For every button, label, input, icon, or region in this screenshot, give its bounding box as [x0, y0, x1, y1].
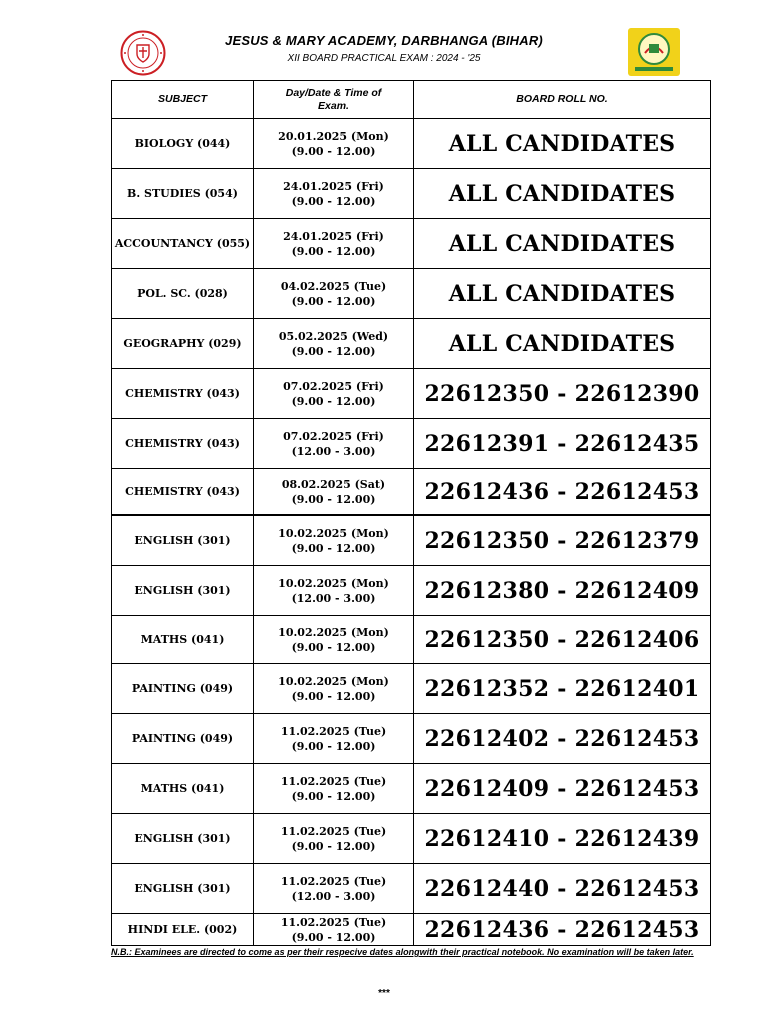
roll-number-cell: ALL CANDIDATES [414, 169, 711, 219]
date-text: 11.02.2025 (Tue) [280, 824, 387, 838]
time-text: (9.00 - 12.00) [291, 194, 376, 208]
date-text: 11.02.2025 (Tue) [280, 915, 387, 929]
column-header-subject: SUBJECT [112, 81, 254, 119]
time-text: (9.00 - 12.00) [291, 739, 376, 753]
subject-cell: ENGLISH (301) [112, 864, 254, 914]
subject-cell: ENGLISH (301) [112, 814, 254, 864]
date-text: 04.02.2025 (Tue) [280, 279, 387, 293]
date-text: 05.02.2025 (Wed) [278, 329, 389, 343]
date-text: 11.02.2025 (Tue) [280, 774, 387, 788]
roll-number-cell: 22612410 - 22612439 [414, 814, 711, 864]
subject-cell: CHEMISTRY (043) [112, 369, 254, 419]
roll-number-cell: 22612350 - 22612390 [414, 369, 711, 419]
table-row [112, 119, 711, 169]
table-row [112, 219, 711, 269]
datetime-cell [254, 814, 414, 864]
date-text: 20.01.2025 (Mon) [278, 129, 389, 143]
table-row [112, 864, 711, 914]
time-text: (12.00 - 3.00) [291, 444, 376, 458]
roll-number-cell: 22612380 - 22612409 [414, 566, 711, 616]
time-text: (9.00 - 12.00) [291, 541, 376, 555]
subject-cell: BIOLOGY (044) [112, 119, 254, 169]
datetime-cell [254, 515, 414, 566]
datetime-cell [254, 764, 414, 814]
date-text: 10.02.2025 (Mon) [278, 625, 389, 639]
table-row [112, 419, 711, 469]
time-text: (12.00 - 3.00) [291, 889, 376, 903]
column-header-datetime [254, 81, 414, 119]
time-text: (9.00 - 12.00) [291, 394, 376, 408]
datetime-cell [254, 469, 414, 516]
date-text: 10.02.2025 (Mon) [278, 674, 389, 688]
table-row [112, 664, 711, 714]
time-text: (9.00 - 12.00) [291, 689, 376, 703]
datetime-cell [254, 219, 414, 269]
time-text: (9.00 - 12.00) [291, 244, 376, 258]
column-header-datetime-line1: Day/Date & Time of [285, 86, 382, 99]
table-row [112, 319, 711, 369]
school-name: JESUS & MARY ACADEMY, DARBHANGA (BIHAR) [225, 33, 543, 48]
datetime-cell [254, 319, 414, 369]
subject-cell: CHEMISTRY (043) [112, 419, 254, 469]
roll-number-cell: 22612436 - 22612453 [414, 914, 711, 946]
date-text: 11.02.2025 (Tue) [280, 724, 387, 738]
footer-note: N.B.: Examinees are directed to come as per their respecive dates alongwith their practical notebook. No examination will be taken later. [111, 947, 694, 957]
roll-number-cell: 22612402 - 22612453 [414, 714, 711, 764]
end-of-document-mark: *** [378, 988, 390, 999]
datetime-cell [254, 664, 414, 714]
table-row [112, 169, 711, 219]
subject-cell: MATHS (041) [112, 616, 254, 664]
subject-cell: HINDI ELE. (002) [112, 914, 254, 946]
subject-cell: MATHS (041) [112, 764, 254, 814]
subject-cell: ACCOUNTANCY (055) [112, 219, 254, 269]
exam-title: XII BOARD PRACTICAL EXAM : 2024 - '25 [287, 53, 481, 64]
time-text: (9.00 - 12.00) [291, 789, 376, 803]
roll-number-cell: ALL CANDIDATES [414, 319, 711, 369]
time-text: (12.00 - 3.00) [291, 591, 376, 605]
table-row [112, 714, 711, 764]
subject-cell: CHEMISTRY (043) [112, 469, 254, 516]
datetime-cell [254, 419, 414, 469]
datetime-cell [254, 914, 414, 946]
time-text: (9.00 - 12.00) [291, 492, 376, 506]
roll-number-cell: ALL CANDIDATES [414, 219, 711, 269]
column-header-datetime-line2: Exam. [318, 99, 349, 112]
datetime-cell [254, 269, 414, 319]
date-text: 07.02.2025 (Fri) [283, 379, 384, 393]
roll-number-cell: 22612440 - 22612453 [414, 864, 711, 914]
column-header-roll: BOARD ROLL NO. [414, 81, 711, 119]
subject-cell: PAINTING (049) [112, 714, 254, 764]
roll-number-cell: 22612391 - 22612435 [414, 419, 711, 469]
datetime-cell [254, 714, 414, 764]
table-row [112, 914, 711, 946]
date-text: 24.01.2025 (Fri) [283, 229, 384, 243]
table-row [112, 616, 711, 664]
datetime-cell [254, 369, 414, 419]
subject-cell: ENGLISH (301) [112, 566, 254, 616]
practical-exam-schedule-table [111, 80, 711, 946]
subject-cell: POL. SC. (028) [112, 269, 254, 319]
table-row [112, 764, 711, 814]
time-text: (9.00 - 12.00) [291, 344, 376, 358]
subject-cell: PAINTING (049) [112, 664, 254, 714]
date-text: 11.02.2025 (Tue) [280, 874, 387, 888]
roll-number-cell: ALL CANDIDATES [414, 269, 711, 319]
time-text: (9.00 - 12.00) [291, 640, 376, 654]
date-text: 24.01.2025 (Fri) [283, 179, 384, 193]
time-text: (9.00 - 12.00) [291, 839, 376, 853]
datetime-cell [254, 119, 414, 169]
roll-number-cell: 22612436 - 22612453 [414, 469, 711, 516]
roll-number-cell: 22612350 - 22612379 [414, 515, 711, 566]
table-row [112, 369, 711, 419]
roll-number-cell: ALL CANDIDATES [414, 119, 711, 169]
table-row [112, 566, 711, 616]
date-text: 10.02.2025 (Mon) [278, 526, 389, 540]
date-text: 07.02.2025 (Fri) [283, 429, 384, 443]
table-row [112, 515, 711, 566]
time-text: (9.00 - 12.00) [291, 144, 376, 158]
date-text: 10.02.2025 (Mon) [278, 576, 389, 590]
subject-cell: B. STUDIES (054) [112, 169, 254, 219]
subject-cell: GEOGRAPHY (029) [112, 319, 254, 369]
datetime-cell [254, 616, 414, 664]
roll-number-cell: 22612350 - 22612406 [414, 616, 711, 664]
roll-number-cell: 22612409 - 22612453 [414, 764, 711, 814]
table-row [112, 814, 711, 864]
subject-cell: ENGLISH (301) [112, 515, 254, 566]
datetime-cell [254, 566, 414, 616]
roll-number-cell: 22612352 - 22612401 [414, 664, 711, 714]
table-row [112, 469, 711, 516]
time-text: (9.00 - 12.00) [291, 294, 376, 308]
date-text: 08.02.2025 (Sat) [281, 477, 386, 491]
datetime-cell [254, 169, 414, 219]
datetime-cell [254, 864, 414, 914]
table-row [112, 269, 711, 319]
time-text: (9.00 - 12.00) [291, 930, 376, 944]
